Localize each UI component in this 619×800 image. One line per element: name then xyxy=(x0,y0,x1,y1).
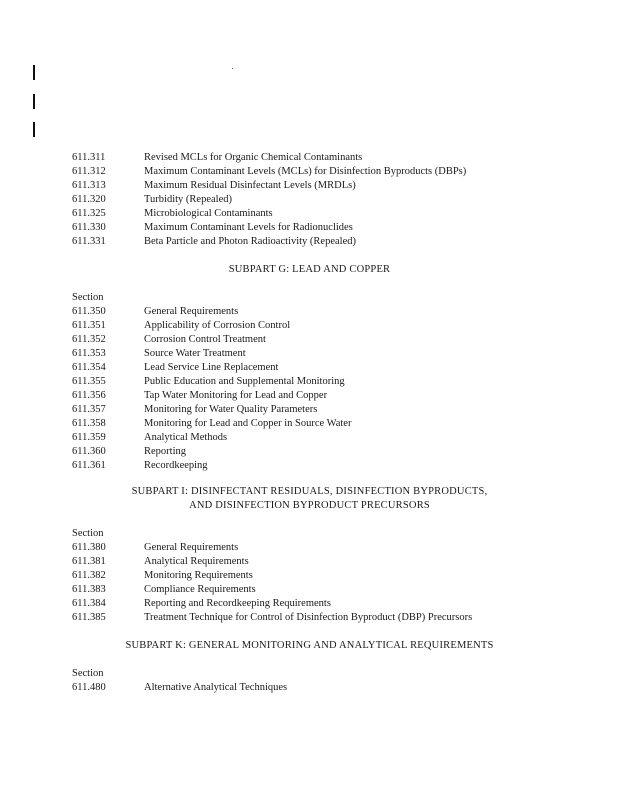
section-number: 611.480 xyxy=(72,682,106,693)
table-row xyxy=(0,179,619,193)
section-title: Revised MCLs for Organic Chemical Contaminants xyxy=(144,152,363,163)
scan-speck xyxy=(232,68,233,69)
table-row xyxy=(0,375,619,389)
table-row xyxy=(0,417,619,431)
subpart-i-section-list xyxy=(0,541,619,625)
table-row xyxy=(0,611,619,625)
section-title: Reporting and Recordkeeping Requirements xyxy=(144,598,331,609)
revision-bar xyxy=(33,122,35,137)
section-number: 611.358 xyxy=(72,418,106,429)
section-title: Compliance Requirements xyxy=(144,584,256,595)
subpart-g-section-list xyxy=(0,305,619,473)
section-number: 611.320 xyxy=(72,194,106,205)
section-title: Treatment Technique for Control of Disinfection Byproduct (DBP) Precursors xyxy=(144,612,473,623)
section-title: Maximum Contaminant Levels (MCLs) for Disinfection Byproducts (DBPs) xyxy=(144,166,467,177)
table-row xyxy=(0,305,619,319)
section-title: Reporting xyxy=(144,446,186,457)
section-title: General Requirements xyxy=(144,306,239,317)
section-number: 611.382 xyxy=(72,570,106,581)
section-title: Alternative Analytical Techniques xyxy=(144,682,288,693)
section-number: 611.361 xyxy=(72,460,106,471)
section-number: 611.352 xyxy=(72,334,106,345)
section-column-label: Section xyxy=(72,668,104,679)
table-row xyxy=(0,207,619,221)
section-number: 611.312 xyxy=(72,166,106,177)
subpart-k-section-list xyxy=(0,681,619,695)
section-number: 611.313 xyxy=(72,180,106,191)
table-row xyxy=(0,151,619,165)
section-number: 611.360 xyxy=(72,446,106,457)
table-row xyxy=(0,459,619,473)
section-title: Beta Particle and Photon Radioactivity (Repealed) xyxy=(144,236,356,247)
section-title: Source Water Treatment xyxy=(144,348,246,359)
section-title: General Requirements xyxy=(144,542,239,553)
section-title: Public Education and Supplemental Monitoring xyxy=(144,376,345,387)
section-number: 611.357 xyxy=(72,404,106,415)
subpart-i-heading-line2: AND DISINFECTION BYPRODUCT PRECURSORS xyxy=(189,500,430,511)
section-title: Monitoring for Water Quality Parameters xyxy=(144,404,318,415)
subpart-g-heading: SUBPART G: LEAD AND COPPER xyxy=(228,264,391,275)
table-row xyxy=(0,583,619,597)
section-title: Lead Service Line Replacement xyxy=(144,362,279,373)
section-number: 611.384 xyxy=(72,598,106,609)
section-title: Monitoring Requirements xyxy=(144,570,253,581)
section-column-label: Section xyxy=(72,292,104,303)
table-row xyxy=(0,361,619,375)
section-title: Corrosion Control Treatment xyxy=(144,334,266,345)
section-title: Analytical Requirements xyxy=(144,556,249,567)
table-row xyxy=(0,569,619,583)
table-row xyxy=(0,389,619,403)
table-row xyxy=(0,221,619,235)
section-list-top xyxy=(0,151,619,249)
section-number: 611.380 xyxy=(72,542,106,553)
section-column-label: Section xyxy=(72,528,104,539)
revision-bar xyxy=(33,65,35,80)
section-title: Monitoring for Lead and Copper in Source Water xyxy=(144,418,352,429)
section-number: 611.381 xyxy=(72,556,106,567)
table-row xyxy=(0,319,619,333)
table-row xyxy=(0,431,619,445)
table-row xyxy=(0,347,619,361)
section-number: 611.354 xyxy=(72,362,106,373)
section-number: 611.353 xyxy=(72,348,106,359)
section-number: 611.331 xyxy=(72,236,106,247)
section-number: 611.311 xyxy=(72,152,106,163)
table-row xyxy=(0,541,619,555)
section-number: 611.325 xyxy=(72,208,106,219)
section-number: 611.330 xyxy=(72,222,106,233)
section-title: Applicability of Corrosion Control xyxy=(144,320,291,331)
table-row xyxy=(0,597,619,611)
section-number: 611.351 xyxy=(72,320,106,331)
table-row xyxy=(0,403,619,417)
section-title: Analytical Methods xyxy=(144,432,228,443)
section-title: Tap Water Monitoring for Lead and Copper xyxy=(144,390,328,401)
table-row xyxy=(0,333,619,347)
section-title: Maximum Residual Disinfectant Levels (MRDLs) xyxy=(144,180,356,191)
section-number: 611.355 xyxy=(72,376,106,387)
revision-bar xyxy=(33,94,35,109)
table-row xyxy=(0,165,619,179)
section-number: 611.356 xyxy=(72,390,106,401)
section-number: 611.350 xyxy=(72,306,106,317)
table-row xyxy=(0,681,619,695)
table-row xyxy=(0,555,619,569)
table-row xyxy=(0,193,619,207)
section-title: Turbidity (Repealed) xyxy=(144,194,232,205)
section-number: 611.385 xyxy=(72,612,106,623)
table-row xyxy=(0,445,619,459)
table-row xyxy=(0,235,619,249)
section-number: 611.383 xyxy=(72,584,106,595)
subpart-i-heading-line1: SUBPART I: DISINFECTANT RESIDUALS, DISINFECTION BYPRODUCTS, xyxy=(131,486,488,497)
section-title: Recordkeeping xyxy=(144,460,208,471)
section-number: 611.359 xyxy=(72,432,106,443)
section-title: Microbiological Contaminants xyxy=(144,208,273,219)
section-title: Maximum Contaminant Levels for Radionuclides xyxy=(144,222,353,233)
subpart-k-heading: SUBPART K: GENERAL MONITORING AND ANALYTICAL REQUIREMENTS xyxy=(125,640,494,651)
